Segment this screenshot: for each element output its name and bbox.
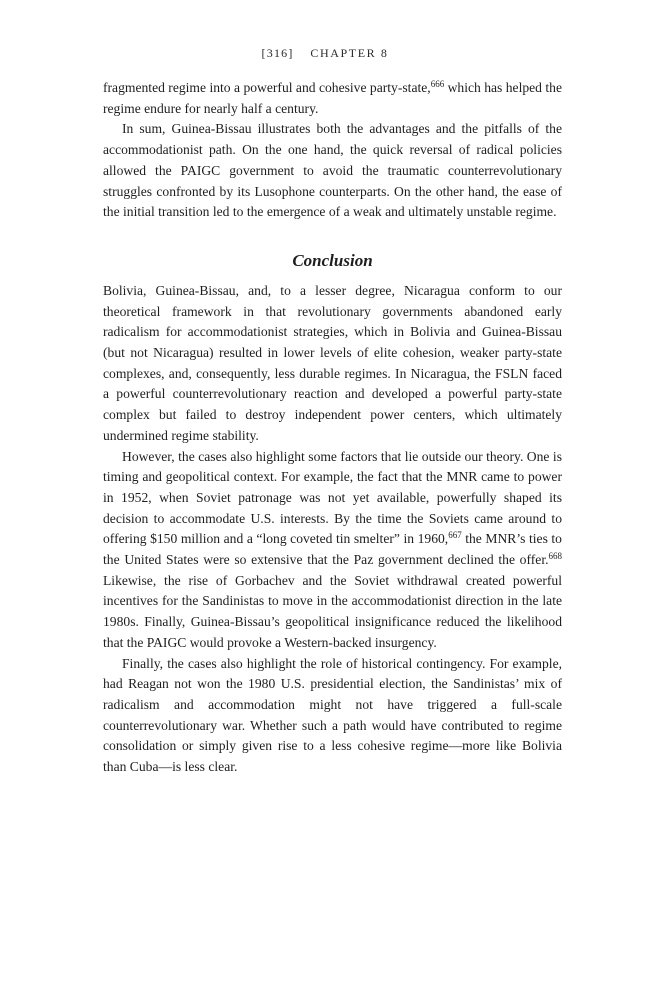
- paragraph-text: Finally, the cases also highlight the role of historical contingency. For example, had Reagan not won the 1980 U.S. presidential election, the Sandinistas’ mix of radicalism and accommodation might not have triggered a full-scale counterrevolutionary war. Whether such a path would have contributed to regime consolidation or simply given rise to a less cohesive regime—more like Bolivia than Cuba—is less clear.: [103, 655, 562, 775]
- chapter-label: CHAPTER 8: [310, 46, 389, 60]
- paragraph-text: the MNR’s ties to the United States were so extensive that the Paz government declined the offer.: [103, 531, 562, 568]
- paragraph: [103, 447, 562, 654]
- paragraph-text: Likewise, the rise of Gorbachev and the Soviet withdrawal created powerful incentives for the Sandinistas to move in the accommodationist direction in the late 1980s. Finally, Guinea-Bissau’s geopolitical insignificance reduced the likelihood that the PAIGC would provoke a Western-backed insurgency.: [103, 572, 562, 650]
- footnote-ref: 666: [430, 79, 445, 89]
- footnote-ref: 667: [448, 530, 462, 541]
- running-head: [0, 46, 650, 61]
- paragraph-text: However, the cases also highlight some factors that lie outside our theory. One is timing and geopolitical context. For example, the fact that the MNR came to power in 1952, when Soviet patronage was not yet available, powerfully shaped its decision to accommodate U.S. interests. By the time the Soviets came around to offering $150 million and a “long coveted tin smelter” in 1960,: [103, 448, 562, 547]
- paragraph-text: Bolivia, Guinea-Bissau, and, to a lesser degree, Nicaragua conform to our theoretical framework in that revolutionary governments abandoned early radicalism for accommodationist strategies, which in Bolivia and Guinea-Bissau (but not Nicaragua) resulted in lower levels of elite cohesion, weaker party-state complexes, and, consequently, less durable regimes. In Nicaragua, the FSLN faced a powerful counterrevolutionary reaction and developed a powerful party-state complex but failed to destroy independent power centers, which ultimately undermined regime stability.: [103, 282, 562, 443]
- footnote-ref: 668: [548, 551, 562, 562]
- paragraph: [103, 654, 562, 778]
- page-number: [316]: [261, 46, 294, 60]
- paragraph-text: In sum, Guinea-Bissau illustrates both the advantages and the pitfalls of the accommodationist path. On the one hand, the quick reversal of radical policies allowed the PAIGC government to avoid the traumatic counterrevolutionary struggles confronted by its Lusophone counterparts. On the other hand, the ease of the initial transition led to the emergence of a weak and ultimately unstable regime.: [103, 121, 562, 220]
- text-body: [103, 78, 562, 778]
- section-heading: Conclusion: [292, 250, 373, 270]
- paragraph-continued: [103, 78, 562, 119]
- paragraph-text: fragmented regime into a powerful and cohesive party-state,: [103, 80, 431, 95]
- paragraph: [103, 281, 562, 447]
- paragraph-text: which has helped the regime endure for nearly half a century.: [103, 80, 562, 116]
- paragraph: [103, 119, 562, 223]
